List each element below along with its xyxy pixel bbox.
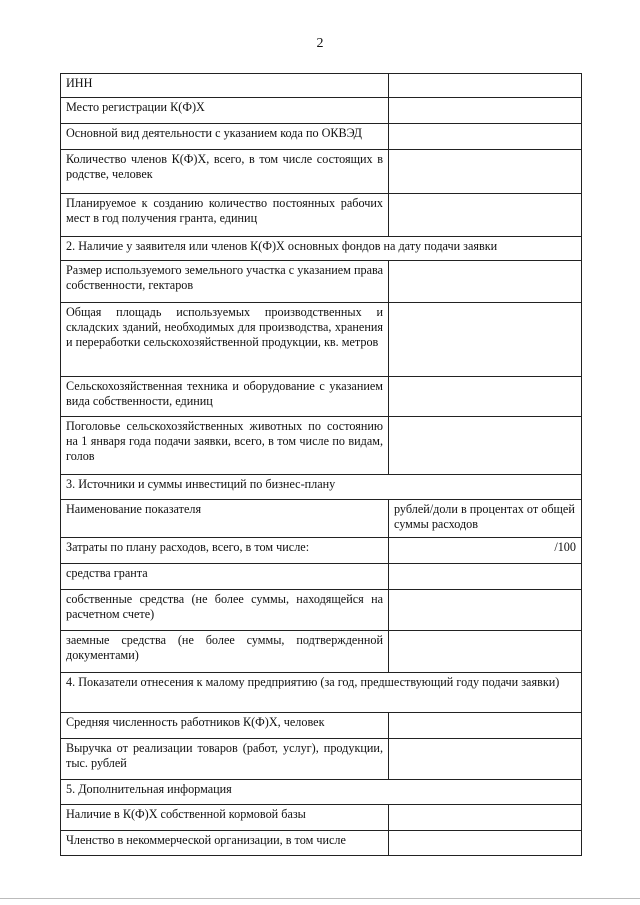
own-feed-base-value-cell — [389, 805, 582, 831]
revenue-value-cell — [389, 739, 582, 780]
table-row — [61, 713, 582, 739]
table-row — [61, 303, 582, 377]
own-feed-base-label: Наличие в К(Ф)Х собственной кормовой базы — [61, 805, 389, 831]
table-row — [61, 475, 582, 500]
table-row — [61, 831, 582, 856]
machinery-value-cell — [389, 377, 582, 417]
table-row — [61, 237, 582, 261]
land-area-label: Размер используемого земельного участка с указанием права собственности, гектаров — [61, 261, 389, 303]
buildings-area-label: Общая площадь используемых производственных и складских зданий, необходимых для производства, хранения и переработки сельскохозяйственной продукции, кв. метров — [61, 303, 389, 377]
rubles-share-header: рублей/доли в процентах от общей суммы расходов — [389, 500, 582, 538]
table-row — [61, 194, 582, 237]
table-row — [61, 780, 582, 805]
buildings-area-value-cell — [389, 303, 582, 377]
total-costs-label: Затраты по плану расходов, всего, в том числе: — [61, 538, 389, 564]
own-funds-label: собственные средства (не более суммы, находящейся на расчетном счете) — [61, 590, 389, 631]
revenue-label: Выручка от реализации товаров (работ, услуг), продукции, тыс. рублей — [61, 739, 389, 780]
application-form-table — [60, 73, 582, 856]
borrowed-funds-label: заемные средства (не более суммы, подтвержденной документами) — [61, 631, 389, 673]
indicator-name-header: Наименование показателя — [61, 500, 389, 538]
planned-jobs-value-cell — [389, 194, 582, 237]
table-row — [61, 739, 582, 780]
table-row — [61, 673, 582, 713]
members-count-label: Количество членов К(Ф)Х, всего, в том числе состоящих в родстве, человек — [61, 150, 389, 194]
table-row — [61, 500, 582, 538]
table-row — [61, 124, 582, 150]
land-area-value-cell — [389, 261, 582, 303]
inn-value-cell — [389, 74, 582, 98]
section-3-heading: 3. Источники и суммы инвестиций по бизнес-плану — [61, 475, 582, 500]
section-2-heading: 2. Наличие у заявителя или членов К(Ф)Х основных фондов на дату подачи заявки — [61, 237, 582, 261]
grant-funds-label: средства гранта — [61, 564, 389, 590]
table-row — [61, 805, 582, 831]
machinery-label: Сельскохозяйственная техника и оборудование с указанием вида собственности, единиц — [61, 377, 389, 417]
table-row — [61, 261, 582, 303]
inn-label: ИНН — [61, 74, 389, 98]
registration-place-value-cell — [389, 98, 582, 124]
table-row — [61, 564, 582, 590]
table-row — [61, 98, 582, 124]
borrowed-funds-value-cell — [389, 631, 582, 673]
avg-employees-label: Средняя численность работников К(Ф)Х, человек — [61, 713, 389, 739]
total-costs-value: /100 — [389, 538, 582, 564]
own-funds-value-cell — [389, 590, 582, 631]
table-row — [61, 417, 582, 475]
nonprofit-membership-label: Членство в некоммерческой организации, в том числе — [61, 831, 389, 856]
main-activity-value-cell — [389, 124, 582, 150]
nonprofit-membership-value-cell — [389, 831, 582, 856]
livestock-value-cell — [389, 417, 582, 475]
main-activity-label: Основной вид деятельности с указанием кода по ОКВЭД — [61, 124, 389, 150]
table-row — [61, 631, 582, 673]
section-5-heading: 5. Дополнительная информация — [61, 780, 582, 805]
table-row — [61, 590, 582, 631]
table-row — [61, 74, 582, 98]
table-row — [61, 150, 582, 194]
table-row — [61, 538, 582, 564]
planned-jobs-label: Планируемое к созданию количество постоянных рабочих мест в год получения гранта, единиц — [61, 194, 389, 237]
section-4-heading: 4. Показатели отнесения к малому предприятию (за год, предшествующий году подачи заявки) — [61, 673, 582, 713]
members-count-value-cell — [389, 150, 582, 194]
grant-funds-value-cell — [389, 564, 582, 590]
registration-place-label: Место регистрации К(Ф)Х — [61, 98, 389, 124]
table-row — [61, 377, 582, 417]
avg-employees-value-cell — [389, 713, 582, 739]
scan-edge-divider — [0, 898, 640, 899]
page-number: 2 — [316, 36, 324, 51]
livestock-label: Поголовье сельскохозяйственных животных по состоянию на 1 января года подачи заявки, всего, в том числе по видам, голов — [61, 417, 389, 475]
